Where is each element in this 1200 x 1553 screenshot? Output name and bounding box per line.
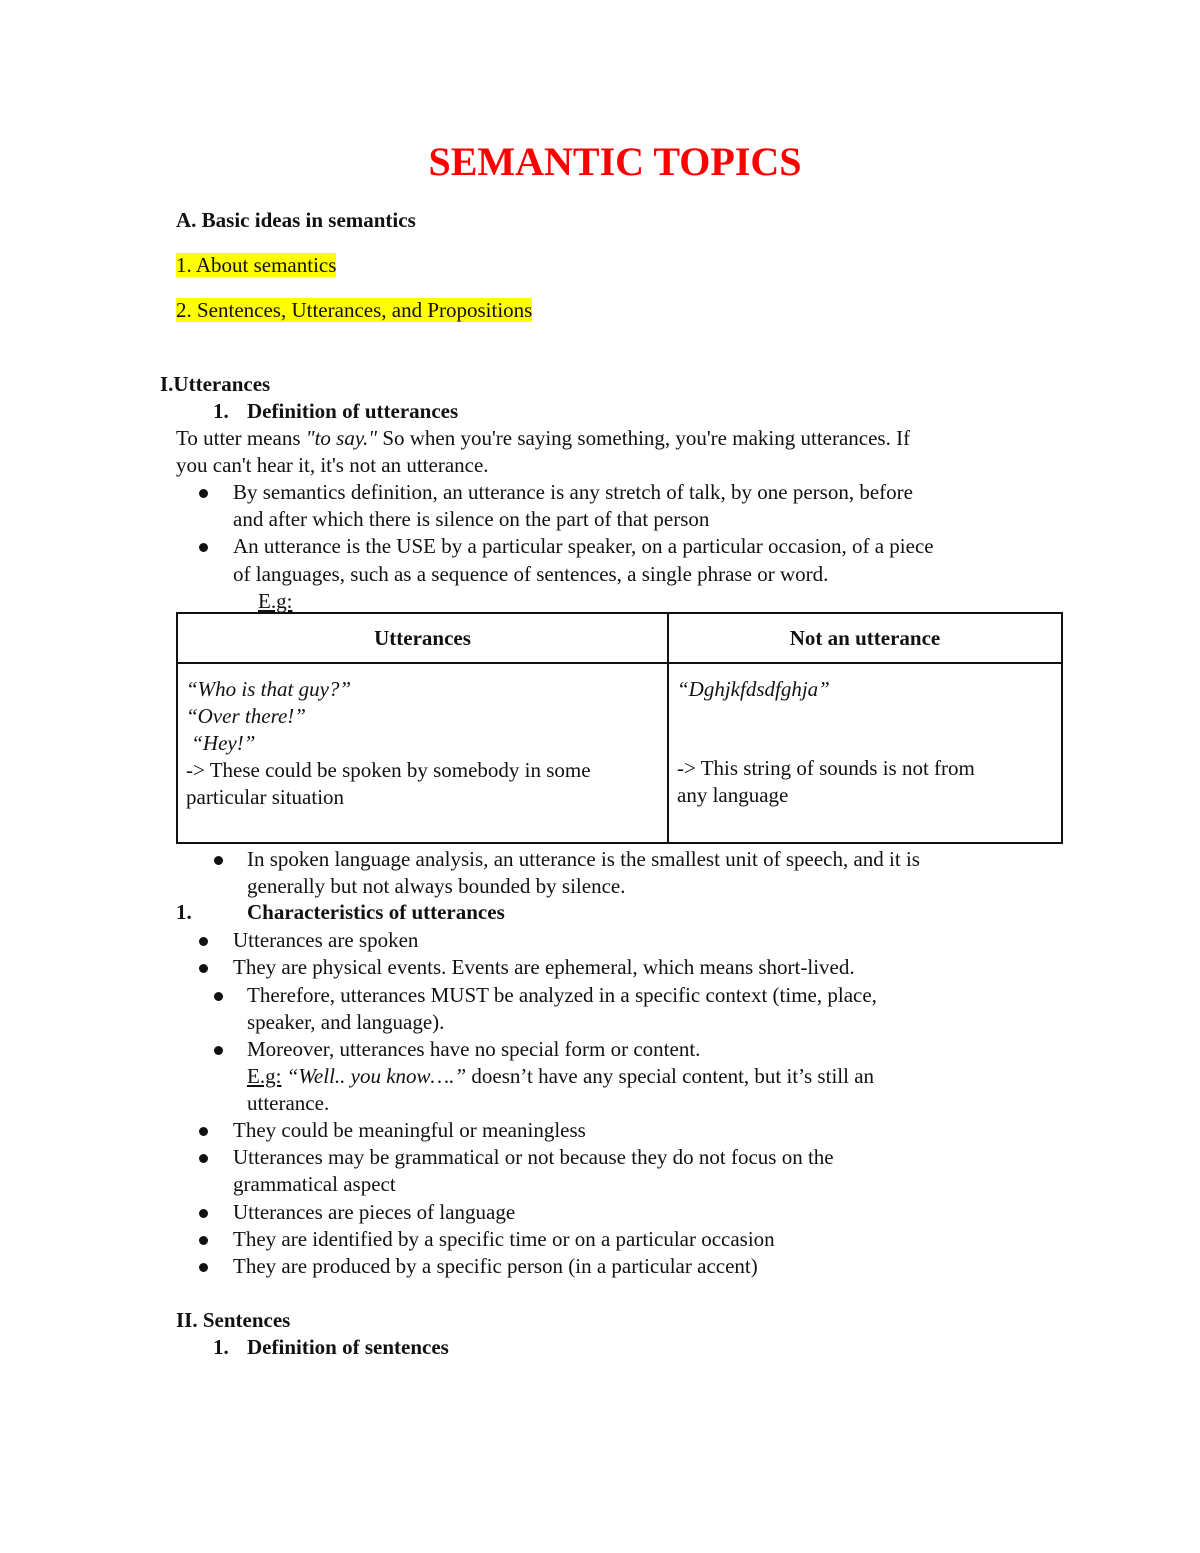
toc-item-1-text: 1. About semantics [176,253,337,277]
bullet-icon [199,937,208,946]
part1-heading: I.Utterances [160,372,271,396]
characteristic-item: They could be meaningful or meaningless [233,1118,586,1142]
part1-sub1-number: 1. [213,399,229,423]
part1-sub1-title: Definition of utterances [247,399,459,423]
example-non-utterance: “Dghjkfdsdfghja” [677,677,830,701]
characteristic-item: They are identified by a specific time or on a particular occasion [233,1227,775,1251]
bullet-icon [199,543,208,552]
characteristic-example-line-2: utterance. [247,1091,330,1115]
bullet-icon [214,1046,223,1055]
utterances-note-line-2: particular situation [186,785,345,809]
characteristic-example-label: E.g: [247,1064,282,1088]
document-title: SEMANTIC TOPICS [428,139,802,184]
table-cell-utterances [177,663,668,843]
bullet-icon [199,1263,208,1272]
part2-sub1-number: 1. [213,1335,229,1359]
characteristic-subitem-line-1: Therefore, utterances MUST be analyzed in a specific context (time, place, [247,983,877,1007]
bullet-icon [199,1236,208,1245]
bullet-icon [214,856,223,865]
definition-line-2: you can't hear it, it's not an utterance. [176,453,489,477]
example-utterance: “Who is that guy?” [186,677,352,701]
characteristic-item: They are produced by a specific person (in a particular accent) [233,1254,758,1278]
definition-line-1-a: To utter means [176,426,306,450]
table-header-not-utterance: Not an utterance [668,613,1062,663]
characteristic-example [247,1063,874,1090]
utterances-note-line-1: -> These could be spoken by somebody in some [186,758,591,782]
bullet-icon [199,1154,208,1163]
characteristic-subitem: Moreover, utterances have no special form or content. [247,1037,701,1061]
example-utterance: “Hey!” [186,731,256,755]
characteristic-item: Utterances are pieces of language [233,1200,516,1224]
part2-heading: II. Sentences [176,1308,291,1332]
definition-bullet-1-line-2: and after which there is silence on the part of that person [233,507,710,531]
bullet-icon [199,1209,208,1218]
example-utterance: “Over there!” [186,704,306,728]
example-label: E.g: [258,589,293,613]
after-table-line-1: In spoken language analysis, an utterance is the smallest unit of speech, and it is [247,847,920,871]
toc-item-2-text: 2. Sentences, Utterances, and Propositions [176,298,533,322]
characteristic-subitem-line-2: speaker, and language). [247,1010,445,1034]
characteristic-example-rest: doesn’t have any special content, but it’s still an [466,1064,875,1088]
characteristic-example-quote: “Well.. you know….” [281,1064,467,1088]
toc-item-1 [176,253,336,278]
definition-line-1 [176,425,910,452]
definition-bullet-2-line-2: of languages, such as a sequence of sentences, a single phrase or word. [233,562,829,586]
characteristic-item: They are physical events. Events are ephemeral, which means short-lived. [233,955,855,979]
part1-sub2-number: 1. [176,900,192,924]
part2-sub1-title: Definition of sentences [247,1335,449,1359]
table-cell-not-utterance [668,663,1062,843]
bullet-icon [199,964,208,973]
after-table-line-2: generally but not always bounded by silence. [247,874,626,898]
non-utterance-note-line-2: any language [677,783,789,807]
section-a-heading: A. Basic ideas in semantics [176,208,416,232]
bullet-icon [199,1127,208,1136]
part1-sub2-title: Characteristics of utterances [247,900,505,924]
bullet-icon [214,992,223,1001]
definition-quote: "to say." [305,426,378,450]
characteristic-item: Utterances may be grammatical or not because they do not focus on the [233,1145,834,1169]
definition-bullet-1-line-1: By semantics definition, an utterance is any stretch of talk, by one person, before [233,480,913,504]
bullet-icon [199,489,208,498]
utterance-example-table [176,612,1063,844]
non-utterance-note-line-1: -> This string of sounds is not from [677,756,975,780]
table-header-utterances: Utterances [177,613,668,663]
characteristic-item: Utterances are spoken [233,928,419,952]
definition-bullet-2-line-1: An utterance is the USE by a particular speaker, on a particular occasion, of a piece [233,534,934,558]
toc-item-2 [176,298,532,323]
characteristic-item-continued: grammatical aspect [233,1172,396,1196]
definition-line-1-b: So when you're saying something, you're making utterances. If [377,426,911,450]
